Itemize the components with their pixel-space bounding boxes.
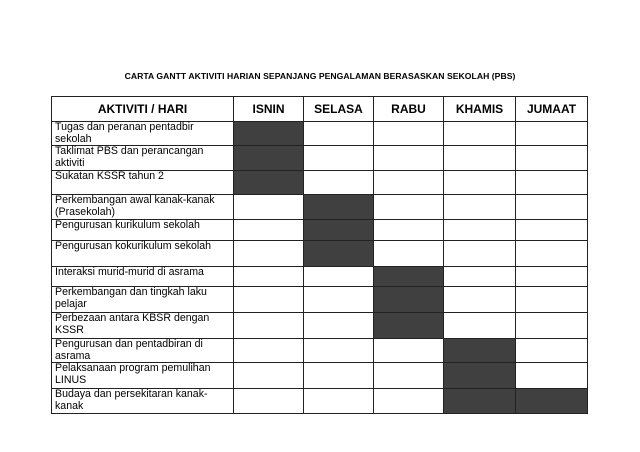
scheduled-cell	[234, 146, 304, 171]
header-day: RABU	[374, 97, 444, 122]
empty-cell	[374, 220, 444, 241]
activity-row	[52, 171, 588, 195]
empty-cell	[516, 313, 588, 339]
scheduled-cell	[234, 171, 304, 195]
empty-cell	[444, 287, 516, 313]
empty-cell	[444, 122, 516, 146]
empty-cell	[304, 171, 374, 195]
activity-row	[52, 267, 588, 287]
header-row	[52, 97, 588, 122]
activity-row	[52, 363, 588, 389]
activity-label: Perkembangan dan tingkah laku pelajar	[52, 287, 234, 313]
header-day: JUMAAT	[516, 97, 588, 122]
empty-cell	[234, 363, 304, 389]
header-activity: AKTIVITI / HARI	[52, 97, 234, 122]
scheduled-cell	[444, 339, 516, 363]
activity-label: Pelaksanaan program pemulihan LINUS	[52, 363, 234, 389]
activity-label: Budaya dan persekitaran kanak-kanak	[52, 389, 234, 414]
activity-label: Pengurusan kurikulum sekolah	[52, 220, 234, 241]
scheduled-cell	[444, 363, 516, 389]
empty-cell	[374, 122, 444, 146]
empty-cell	[234, 313, 304, 339]
scheduled-cell	[516, 389, 588, 414]
activity-row	[52, 195, 588, 220]
empty-cell	[304, 122, 374, 146]
empty-cell	[516, 220, 588, 241]
header-day: SELASA	[304, 97, 374, 122]
empty-cell	[444, 171, 516, 195]
empty-cell	[516, 241, 588, 267]
header-day: ISNIN	[234, 97, 304, 122]
activity-label: Taklimat PBS dan perancangan aktiviti	[52, 146, 234, 171]
activity-row	[52, 220, 588, 241]
activity-label: Perkembangan awal kanak-kanak (Prasekolah)	[52, 195, 234, 220]
activity-label: Interaksi murid-murid di asrama	[52, 267, 234, 287]
empty-cell	[374, 363, 444, 389]
empty-cell	[444, 195, 516, 220]
empty-cell	[516, 267, 588, 287]
scheduled-cell	[234, 122, 304, 146]
empty-cell	[304, 287, 374, 313]
empty-cell	[444, 313, 516, 339]
activity-label: Pengurusan kokurikulum sekolah	[52, 241, 234, 267]
empty-cell	[444, 220, 516, 241]
empty-cell	[374, 241, 444, 267]
activity-label: Sukatan KSSR tahun 2	[52, 171, 234, 195]
empty-cell	[304, 339, 374, 363]
empty-cell	[234, 267, 304, 287]
gantt-table	[51, 96, 588, 414]
activity-row	[52, 339, 588, 363]
empty-cell	[444, 146, 516, 171]
activity-row	[52, 146, 588, 171]
activity-label: Pengurusan dan pentadbiran di asrama	[52, 339, 234, 363]
scheduled-cell	[304, 241, 374, 267]
empty-cell	[304, 363, 374, 389]
empty-cell	[304, 313, 374, 339]
empty-cell	[374, 195, 444, 220]
empty-cell	[304, 267, 374, 287]
empty-cell	[374, 339, 444, 363]
activity-row	[52, 389, 588, 414]
empty-cell	[234, 389, 304, 414]
empty-cell	[234, 339, 304, 363]
empty-cell	[234, 287, 304, 313]
scheduled-cell	[304, 220, 374, 241]
empty-cell	[444, 267, 516, 287]
empty-cell	[234, 220, 304, 241]
empty-cell	[516, 146, 588, 171]
empty-cell	[516, 363, 588, 389]
empty-cell	[234, 241, 304, 267]
empty-cell	[516, 195, 588, 220]
empty-cell	[304, 146, 374, 171]
empty-cell	[304, 389, 374, 414]
empty-cell	[234, 195, 304, 220]
activity-row	[52, 313, 588, 339]
empty-cell	[374, 389, 444, 414]
empty-cell	[444, 241, 516, 267]
activity-row	[52, 122, 588, 146]
scheduled-cell	[444, 389, 516, 414]
empty-cell	[374, 171, 444, 195]
activity-row	[52, 241, 588, 267]
activity-label: Perbezaan antara KBSR dengan KSSR	[52, 313, 234, 339]
scheduled-cell	[374, 313, 444, 339]
page-title: CARTA GANTT AKTIVITI HARIAN SEPANJANG PENGALAMAN BERASASKAN SEKOLAH (PBS)	[124, 71, 516, 81]
empty-cell	[516, 339, 588, 363]
empty-cell	[516, 171, 588, 195]
empty-cell	[516, 287, 588, 313]
activity-row	[52, 287, 588, 313]
scheduled-cell	[304, 195, 374, 220]
empty-cell	[374, 146, 444, 171]
activity-label: Tugas dan peranan pentadbir sekolah	[52, 122, 234, 146]
header-day: KHAMIS	[444, 97, 516, 122]
scheduled-cell	[374, 267, 444, 287]
scheduled-cell	[374, 287, 444, 313]
empty-cell	[516, 122, 588, 146]
